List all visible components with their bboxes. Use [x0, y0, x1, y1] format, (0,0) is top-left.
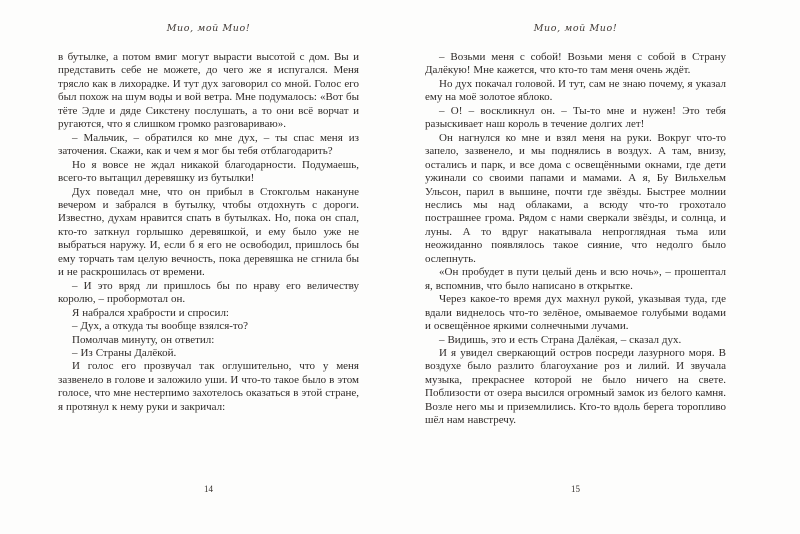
paragraph: – И это вряд ли пришлось бы по нраву его величеству королю, – пробормотал он.: [58, 279, 359, 306]
paragraph: Он нагнулся ко мне и взял меня на руки. Вокруг что-то запело, зазвенело, и мы поднялись в воздух. А там, внизу, остались и парк, и все дома с освещёнными окнами, где дети ужинали со своими папами и мамами. А я, Бу Вильхельм Ульсон, парил в вышине, почти где звёзды. Быстрее молнии неслись мы над облаками, а всюду что-то грохотало пострашнее грома. Рядом с нами сверкали звёзды, и солнца, и луны. А то вдруг накатывала непроглядная тьма или неожиданно появлялось такое сияние, что недолго было ослепнуть.: [425, 131, 726, 265]
paragraph: – Возьми меня с собой! Возьми меня с собой в Страну Далёкую! Мне кажется, что кто-то там меня очень ждёт.: [425, 51, 726, 77]
paragraph: Но дух покачал головой. И тут, сам не знаю почему, я указал ему на моё золотое яблоко.: [425, 77, 726, 104]
paragraph: И я увидел сверкающий остров посреди лазурного моря. В воздухе было разлито благоухание роз и лилий. И звучала музыка, прекраснее которой не было ничего на свете. Поблизости от озера высился огромный замок из белого камня. Возле него мы и приземлились. Кто-то вдоль берега торопливо шёл нам навстречу.: [425, 346, 726, 427]
running-header: Мио, мой Мио!: [533, 23, 618, 34]
paragraph: Помолчав минуту, он ответил:: [72, 333, 215, 346]
paragraph: «Он пробудет в пути целый день и всю ночь», – прошептал я, вспомнив, что было написано в открытке.: [425, 266, 726, 292]
paragraph: – Из Страны Далёкой.: [72, 346, 177, 359]
paragraph: – Мальчик, – обратился ко мне дух, – ты спас меня из заточения. Скажи, как и чем я мог бы тебя отблагодарить?: [58, 131, 359, 158]
page-body: [425, 51, 726, 428]
page-number: 15: [571, 484, 580, 494]
paragraph: Но я вовсе не ждал никакой благодарности. Подумаешь, всего-то вытащил деревяшку из бутылки!: [58, 158, 359, 185]
paragraph: – Дух, а откуда ты вообще взялся-то?: [72, 320, 248, 333]
page-body: [58, 51, 359, 414]
paragraph: Через какое-то время дух махнул рукой, указывая туда, где вдали виднелось что-то зелёное, омываемое голубыми водами и освещённое яркими солнечными лучами.: [425, 293, 726, 333]
paragraph: Дух поведал мне, что он прибыл в Стокгольм накануне вечером и забрался в бутылку, чтобы отдохнуть с дороги. Известно, духам нравится спать в бутылках. Но, пока он спал, кто-то заткнул горлышко деревяшкой, и ему было уже не выбраться наружу. И, если б я его не освободил, пришлось бы ему торчать там целую вечность, пока деревяшка не сгнила бы и не раскрошилась от времени.: [58, 185, 359, 279]
paragraph: – О! – воскликнул он. – Ты-то мне и нужен! Это тебя разыскивает наш король в течение долгих лет!: [425, 104, 726, 131]
running-header: Мио, мой Мио!: [166, 23, 251, 34]
page-right: [425, 0, 726, 534]
paragraph: в бутылке, а потом вмиг могут вырасти высотой с дом. Вы и представить себе не можете, до чего же я испугался. Меня трясло как в лихорадке. И тут дух заговорил со мной. Голос его был похож на шум воды и вой ветра. Мне подумалось: «Вот бы тёте Эдле и дяде Сикстену послушать, а то они всё ворчат и ругаются, что я слишком громко разговариваю».: [58, 51, 359, 131]
page-left: [58, 0, 359, 534]
paragraph: Я набрался храбрости и спросил:: [72, 306, 229, 319]
page-number: 14: [204, 484, 213, 494]
paragraph: – Видишь, это и есть Страна Далёкая, – сказал дух.: [439, 333, 682, 346]
paragraph: И голос его прозвучал так оглушительно, что у меня зазвенело в голове и заложило уши. И что-то такое было в этом голосе, что мне нестерпимо захотелось оказаться в этой стране, я протянул к нему руки и закричал:: [58, 360, 359, 413]
